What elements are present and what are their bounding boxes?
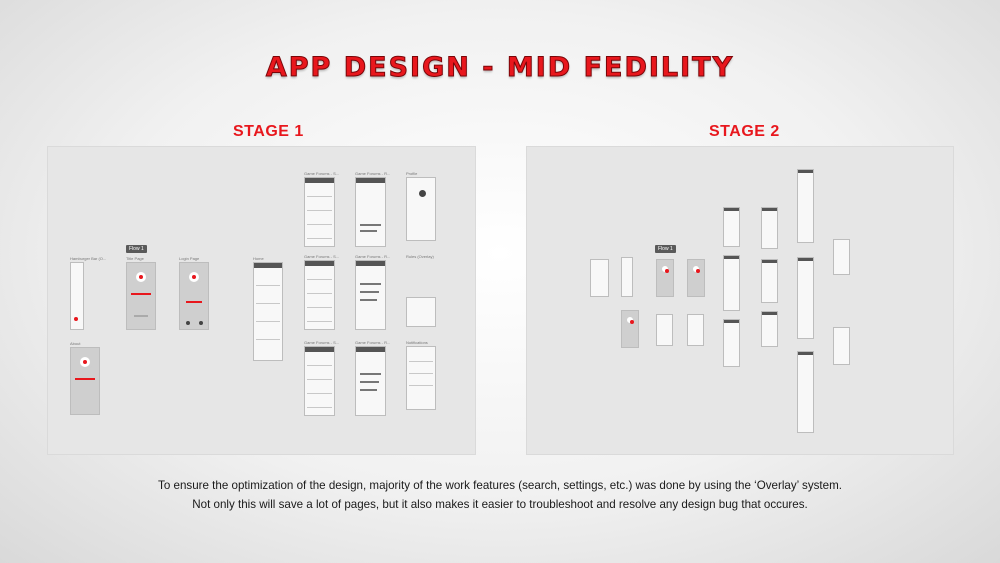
- caption: [0, 476, 1000, 514]
- wireframe-frame[interactable]: [590, 259, 609, 297]
- wireframe-frame[interactable]: [723, 207, 740, 247]
- wireframe-frame[interactable]: [687, 314, 704, 346]
- game-forums-frame[interactable]: [304, 260, 335, 330]
- rules-overlay-frame[interactable]: [406, 297, 436, 327]
- page-title: APP DESIGN - MID FEDILITY: [265, 52, 735, 83]
- forum-post-frame[interactable]: [355, 260, 386, 330]
- forum-post-frame[interactable]: [355, 177, 386, 247]
- wireframe-frame[interactable]: [797, 351, 814, 433]
- wireframe-frame[interactable]: [761, 259, 778, 303]
- wireframe-frame[interactable]: [723, 255, 740, 311]
- wireframe-frame[interactable]: [761, 207, 778, 249]
- stage-1-board: Flow 1 Hamburger Bar (O... Title Page Login Page About Home Game Forums - S... Game Forums - S... Game Forums - S... Game Forums - R... Game Forums - R... Game Forums - R... Profile Rules (Overlay) Notifications: [47, 146, 476, 455]
- notifications-frame[interactable]: [406, 346, 436, 410]
- caption-line-1: To ensure the optimization of the design, majority of the work features (search, settings, etc.) was done by using the ‘Overlay’ system.: [158, 479, 842, 492]
- wireframe-frame[interactable]: [723, 319, 740, 367]
- title-page-frame[interactable]: [126, 262, 156, 330]
- wireframe-frame[interactable]: [621, 310, 639, 348]
- wireframe-frame[interactable]: [621, 257, 633, 297]
- hamburger-frame[interactable]: [70, 262, 84, 330]
- wireframe-frame[interactable]: [833, 239, 850, 275]
- about-frame[interactable]: [70, 347, 100, 415]
- wireframe-frame[interactable]: [761, 311, 778, 347]
- wireframe-frame[interactable]: [656, 314, 673, 346]
- caption-line-2: Not only this will save a lot of pages, but it also makes it easier to troubleshoot and resolve any design bug that occures.: [192, 498, 808, 511]
- flow-1-tag: Flow 1: [126, 245, 147, 253]
- wireframe-frame[interactable]: [687, 259, 705, 297]
- wireframe-frame[interactable]: [833, 327, 850, 365]
- login-page-frame[interactable]: [179, 262, 209, 330]
- stage-2-label: STAGE 2: [709, 123, 780, 140]
- wireframe-frame[interactable]: [656, 259, 674, 297]
- flow-1-tag: Flow 1: [655, 245, 676, 253]
- home-frame[interactable]: [253, 262, 283, 361]
- profile-frame[interactable]: [406, 177, 436, 241]
- stage-2-board: [526, 146, 954, 455]
- game-forums-frame[interactable]: [304, 346, 335, 416]
- stage-1-label: STAGE 1: [233, 123, 304, 140]
- forum-post-frame[interactable]: [355, 346, 386, 416]
- wireframe-frame[interactable]: [797, 169, 814, 243]
- game-forums-frame[interactable]: [304, 177, 335, 247]
- wireframe-frame[interactable]: [797, 257, 814, 339]
